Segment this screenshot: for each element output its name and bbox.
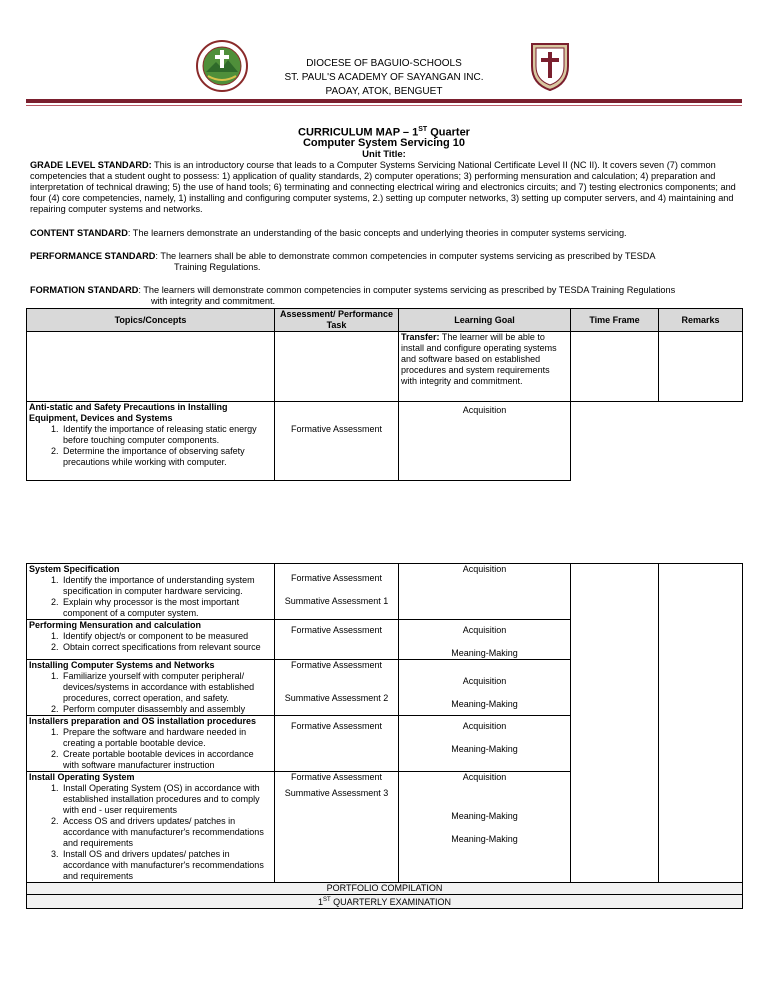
header-remarks: Remarks xyxy=(659,309,743,332)
assessment-cell: Formative Assessment Summative Assessment 3 xyxy=(275,772,399,883)
header-rule-thick xyxy=(26,99,742,103)
unit-title-label: Unit Title: xyxy=(362,149,406,160)
empty-cell xyxy=(659,332,743,402)
goal-cell: Acquisition Meaning-Making xyxy=(399,660,571,716)
transfer-goal: Transfer: The learner will be able to install and configure operating systems and software based on established procedures and system requirements with integrity and commitment. xyxy=(399,332,571,402)
curriculum-table-top xyxy=(26,308,743,481)
header-diocese: DIOCESE OF BAGUIO-SCHOOLS xyxy=(306,58,462,69)
performance-standard: PERFORMANCE STANDARD: The learners shall be able to demonstrate common competencies in computer systems servicing as prescribed by TESDA Training Regulations. xyxy=(30,251,656,272)
assessment-cell: Formative Assessment xyxy=(275,716,399,772)
header-rule-thin xyxy=(26,105,742,106)
empty-cell xyxy=(27,332,275,402)
topic-system-specification: System Specification 1. Identify the importance of understanding system specification in computer hardware servicing. 2. Explain why processor is the most important component of a computer system. xyxy=(27,564,275,620)
topic-mensuration: Performing Mensuration and calculation 1. Identify object/s or component to be measured 2. Obtain correct specifications from relevant source xyxy=(27,620,275,660)
assessment-cell: Formative Assessment xyxy=(275,402,399,481)
header-school: ST. PAUL'S ACADEMY OF SAYANGAN INC. xyxy=(284,72,484,83)
content-standard: CONTENT STANDARD: The learners demonstrate an understanding of the basic concepts and underlying theories in computer systems servicing. xyxy=(30,228,627,238)
topic-antistatic: Anti-static and Safety Precautions in Installing Equipment, Devices and Systems 1. Identify the importance of releasing static energy before touching computer components. 2. Determine the importance of observing safety precautions while working with computer. xyxy=(27,402,275,481)
empty-cell xyxy=(275,332,399,402)
goal-cell: Acquisition Meaning-Making xyxy=(399,716,571,772)
empty-cell xyxy=(659,402,743,481)
topic-installing-systems: Installing Computer Systems and Networks 1. Familiarize yourself with computer peripheral/ devices/systems in accordance with established procedures, correct operation, and safety. 2. Perform computer disassembly and assembly xyxy=(27,660,275,716)
goal-cell: Acquisition Meaning-Making xyxy=(399,620,571,660)
subject-title: Computer System Servicing 10 xyxy=(302,137,465,149)
remarks-cell xyxy=(659,564,743,883)
goal-cell: Acquisition xyxy=(399,402,571,481)
header-topics: Topics/Concepts xyxy=(27,309,275,332)
goal-cell: Acquisition Meaning-Making Meaning-Making xyxy=(399,772,571,883)
formation-standard: FORMATION STANDARD: The learners will demonstrate common competencies in computer systems servicing as prescribed by TESDA Training Regulations with integrity and commitment. xyxy=(30,285,676,306)
header-address: PAOAY, ATOK, BENGUET xyxy=(325,86,443,97)
header-time-frame: Time Frame xyxy=(571,309,659,332)
topic-install-os: Install Operating System 1. Install Operating System (OS) in accordance with established installation procedures and to comply with end - user requirements 2. Access OS and drivers updates/ patches in accordance with manufacturer's recommendations and requirements 3. Install OS and drivers updates/ patches in accordance with manufacturer's recommendations and requirements xyxy=(27,772,275,883)
curriculum-table-bottom xyxy=(26,563,743,909)
header-learning-goal: Learning Goal xyxy=(399,309,571,332)
header-assessment: Assessment/ Performance Task xyxy=(275,309,399,332)
assessment-cell: Formative Assessment xyxy=(275,620,399,660)
empty-cell xyxy=(571,332,659,402)
assessment-cell: Formative Assessment Summative Assessment 1 xyxy=(275,564,399,620)
curriculum-map-title: CURRICULUM MAP – 1ST Quarter xyxy=(298,126,470,139)
quarterly-exam-row: 1ST QUARTERLY EXAMINATION xyxy=(27,895,743,909)
goal-cell: Acquisition xyxy=(399,564,571,620)
portfolio-compilation-row: PORTFOLIO COMPILATION xyxy=(27,883,743,895)
grade-level-standard: GRADE LEVEL STANDARD: This is an introductory course that leads to a Computer Systems Servicing National Certificate Level II (NC II). It covers seven (7) common competencies that a student ought to possess: 1) application of quality standards, 2) computer operations; 3) performing mensuration and calculation; 4) preparation and interpretation of technical drawing; 5) the use of hand tools; 6) terminating and connecting electrical wiring and electronics circuits; and 7) testing electronics components; and four (4) core competencies, namely, 1) installing and configuring computer systems, 2.) setting up computer networks, 3) setting up computer servers, and 4) maintaining and repairing computer systems and networks. xyxy=(30,160,736,214)
assessment-cell: Formative Assessment Summative Assessment 2 xyxy=(275,660,399,716)
empty-cell xyxy=(571,402,659,481)
time-frame-cell xyxy=(571,564,659,883)
topic-installers-preparation: Installers preparation and OS installation procedures 1. Prepare the software and hardware needed in creating a portable bootable device. 2. Create portable bootable devices in accordance with software manufacturer instruction xyxy=(27,716,275,772)
